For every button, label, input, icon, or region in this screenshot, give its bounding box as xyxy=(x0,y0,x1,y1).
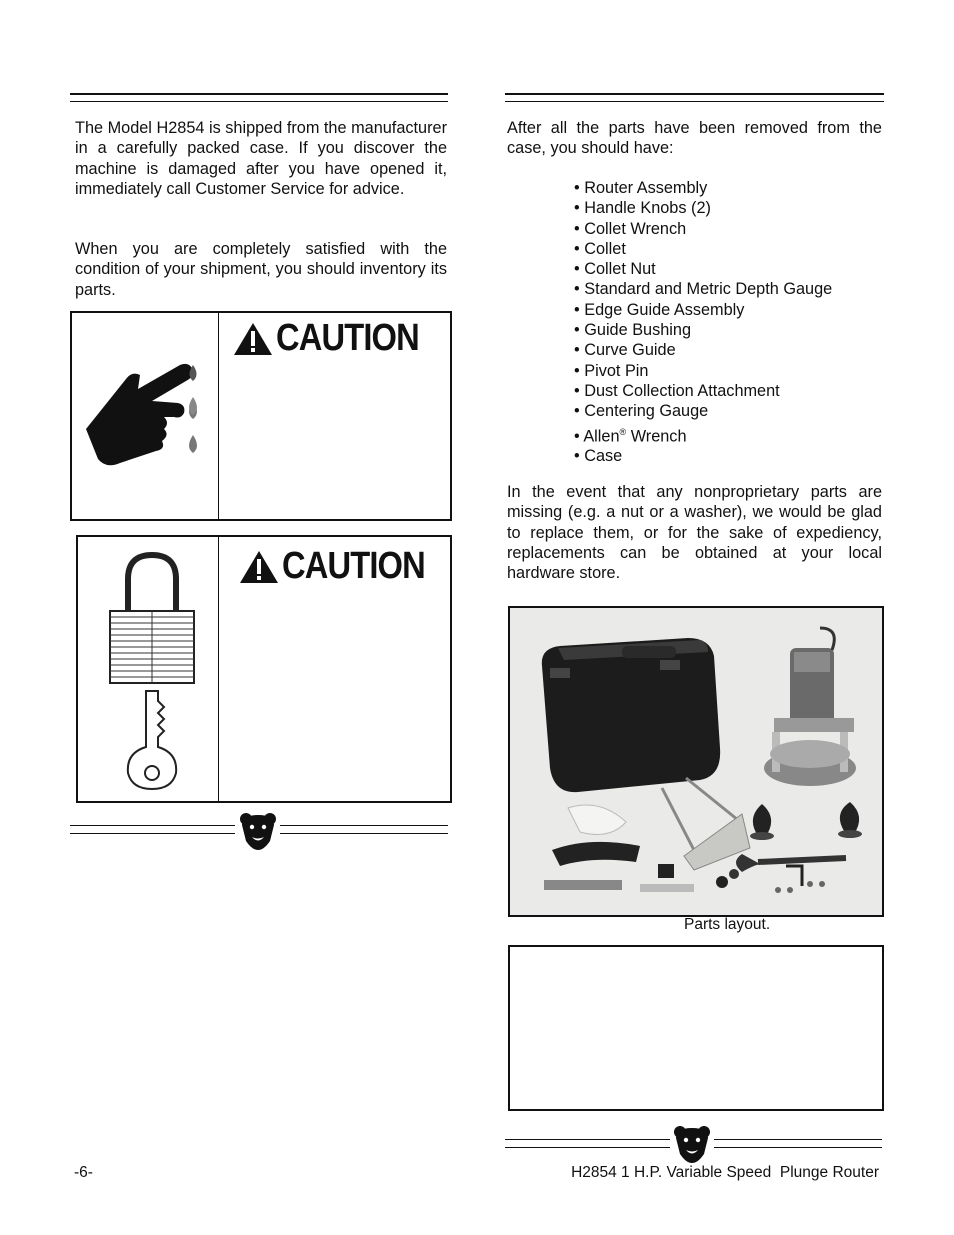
allen-rest: Wrench xyxy=(626,426,687,445)
padlock-key-icon xyxy=(106,551,198,791)
right-header-rule-bottom xyxy=(505,101,884,102)
inventory-instruction-paragraph: When you are completely satisfied with the condition of your shipment, you should inventory its parts. xyxy=(75,240,447,299)
list-item: • Collet xyxy=(574,239,626,258)
case-illustration xyxy=(542,638,720,792)
left-divider-rule xyxy=(280,833,448,834)
left-divider-rule xyxy=(70,825,235,826)
list-item: • Collet Wrench xyxy=(574,219,687,238)
warning-triangle-icon xyxy=(238,549,280,585)
list-item: • Collet Nut xyxy=(574,260,656,279)
left-divider-rule xyxy=(280,825,448,826)
list-item: • Router Assembly xyxy=(574,179,708,197)
photo-caption: Parts layout. xyxy=(684,916,771,933)
caution-box-divider xyxy=(218,313,219,519)
page-number: -6- xyxy=(74,1164,93,1181)
caution-header-2 xyxy=(238,545,448,588)
registered-mark: ® xyxy=(619,426,627,437)
list-item: • Curve Guide xyxy=(574,341,676,360)
list-item: • Pivot Pin xyxy=(574,361,649,380)
list-item: • Case xyxy=(574,447,623,466)
pointing-hand-icon xyxy=(80,359,210,477)
parts-photo-illustration xyxy=(510,608,882,915)
left-header-rule-bottom xyxy=(70,101,448,102)
caution-box-hands xyxy=(70,311,452,521)
allen-bullet: • Allen xyxy=(574,426,620,445)
right-divider-rule xyxy=(714,1147,882,1148)
missing-parts-paragraph: In the event that any nonproprietary parts are missing (e.g. a nut or a washer), we would be glad to replace them, or for the sake of expediency, replacements can be obtained at your local hardware store. xyxy=(507,483,882,583)
warning-triangle-icon xyxy=(232,321,274,357)
caution-label-1: CAUTION xyxy=(276,317,419,359)
unpacking-paragraph: The Model H2854 is shipped from the manufacturer in a carefully packed case. If you discover the machine is damaged after you have opened it, immediately call Customer Service for advice. xyxy=(75,119,447,198)
list-item: • Dust Collection Attachment xyxy=(574,381,780,400)
footer-model-title: H2854 1 H.P. Variable Speed Plunge Router xyxy=(571,1164,879,1181)
list-item: • Guide Bushing xyxy=(574,321,692,340)
bear-logo-icon xyxy=(238,811,278,851)
parts-layout-photo xyxy=(508,606,884,917)
list-item: • Centering Gauge xyxy=(574,402,709,421)
note-box xyxy=(508,945,884,1111)
left-header-rule-top xyxy=(70,93,448,95)
list-item: • Standard and Metric Depth Gauge xyxy=(574,280,833,299)
bear-logo-icon xyxy=(672,1124,712,1164)
list-item: • Edge Guide Assembly xyxy=(574,300,745,319)
list-item-allen-wrench xyxy=(574,422,874,447)
parts-list xyxy=(574,178,874,467)
caution-label-2: CAUTION xyxy=(282,545,425,587)
caution-box-lockout xyxy=(76,535,452,803)
list-item: • Handle Knobs (2) xyxy=(574,199,711,218)
inventory-intro-paragraph: After all the parts have been removed from the case, you should have: xyxy=(507,119,882,158)
left-divider-rule xyxy=(70,833,235,834)
caution-header-1 xyxy=(232,317,442,360)
right-divider-rule xyxy=(505,1139,670,1140)
right-divider-rule xyxy=(714,1139,882,1140)
right-header-rule-top xyxy=(505,93,884,95)
caution-box-divider xyxy=(218,537,219,801)
right-divider-rule xyxy=(505,1147,670,1148)
